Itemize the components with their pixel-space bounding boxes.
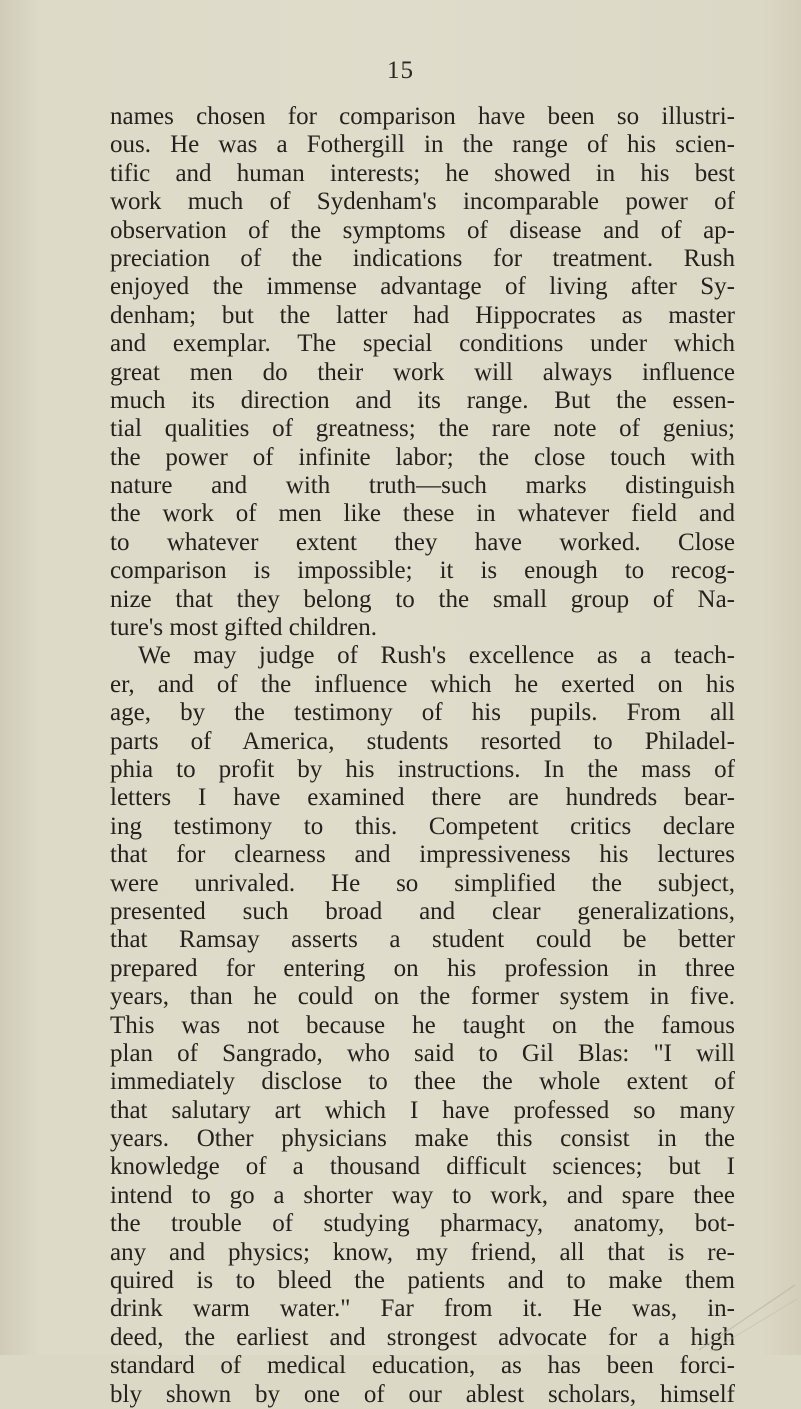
body-text	[110, 103, 735, 1409]
text-line: much its direction and its range. But the essen-	[110, 386, 735, 414]
text-line: letters I have examined there are hundreds bear-	[110, 784, 735, 812]
text-line: the power of infinite labor; the close touch with	[110, 443, 735, 471]
text-line: er, and of the influence which he exerted on his	[110, 670, 735, 698]
text-line: quired is to bleed the patients and to make them	[110, 1267, 735, 1295]
text-line: presented such broad and clear generalizations,	[110, 897, 735, 925]
text-line: the trouble of studying pharmacy, anatomy, bot-	[110, 1210, 735, 1238]
text-line: This was not because he taught on the famous	[110, 1011, 735, 1039]
page-number: 15	[387, 57, 414, 84]
margin-pencil-mark	[691, 1265, 801, 1355]
text-line: work much of Sydenham's incomparable power of	[110, 188, 735, 216]
text-line: years, than he could on the former system in five.	[110, 983, 735, 1011]
text-line: age, by the testimony of his pupils. From all	[110, 699, 735, 727]
text-line: that for clearness and impressiveness his lectures	[110, 841, 735, 869]
text-line: names chosen for comparison have been so illustri-	[110, 103, 735, 130]
text-line: ture's most gifted children.	[110, 614, 377, 642]
text-line: tial qualities of greatness; the rare note of genius;	[110, 415, 735, 443]
text-line: ing testimony to this. Competent critics declare	[110, 812, 735, 840]
text-line: parts of America, students resorted to Philadel-	[110, 727, 735, 755]
text-line: tific and human interests; he showed in his best	[110, 159, 735, 187]
text-line: phia to profit by his instructions. In the mass of	[110, 755, 735, 783]
text-line: intend to go a shorter way to work, and spare thee	[110, 1181, 735, 1209]
text-line: preciation of the indications for treatment. Rush	[110, 244, 735, 272]
text-line: comparison is impossible; it is enough to recog-	[110, 557, 735, 585]
text-line: standard of medical education, as has been forci-	[110, 1352, 735, 1380]
text-line: denham; but the latter had Hippocrates as master	[110, 301, 735, 329]
text-line: immediately disclose to thee the whole extent of	[110, 1068, 735, 1096]
text-line: prepared for entering on his profession in three	[110, 954, 735, 982]
text-line: nize that they belong to the small group of Na-	[110, 585, 735, 613]
text-line: and exemplar. The special conditions under which	[110, 330, 735, 358]
text-line: that Ramsay asserts a student could be better	[110, 926, 735, 954]
text-line: years. Other physicians make this consist in the	[110, 1125, 735, 1153]
text-line: ous. He was a Fothergill in the range of his scien-	[110, 131, 735, 159]
text-line: knowledge of a thousand difficult sciences; but I	[110, 1153, 735, 1181]
text-line: drink warm water." Far from it. He was, in-	[110, 1295, 735, 1323]
text-line: any and physics; know, my friend, all that is re-	[110, 1238, 735, 1266]
text-line: nature and with truth—such marks distinguish	[110, 472, 735, 500]
text-line: We may judge of Rush's excellence as a teach-	[138, 642, 735, 670]
text-line: the work of men like these in whatever field and	[110, 500, 735, 528]
text-line: were unrivaled. He so simplified the subject,	[110, 869, 735, 897]
text-line: observation of the symptoms of disease and of ap-	[110, 216, 735, 244]
text-line: to whatever extent they have worked. Close	[110, 528, 735, 556]
text-line: that salutary art which I have professed so many	[110, 1096, 735, 1124]
text-line: bly shown by one of our ablest scholars, himself	[110, 1380, 735, 1408]
text-line: enjoyed the immense advantage of living after Sy-	[110, 273, 735, 301]
text-line: great men do their work will always influence	[110, 358, 735, 386]
text-line: plan of Sangrado, who said to Gil Blas: "I will	[110, 1039, 735, 1067]
text-line: deed, the earliest and strongest advocate for a high	[110, 1323, 735, 1351]
